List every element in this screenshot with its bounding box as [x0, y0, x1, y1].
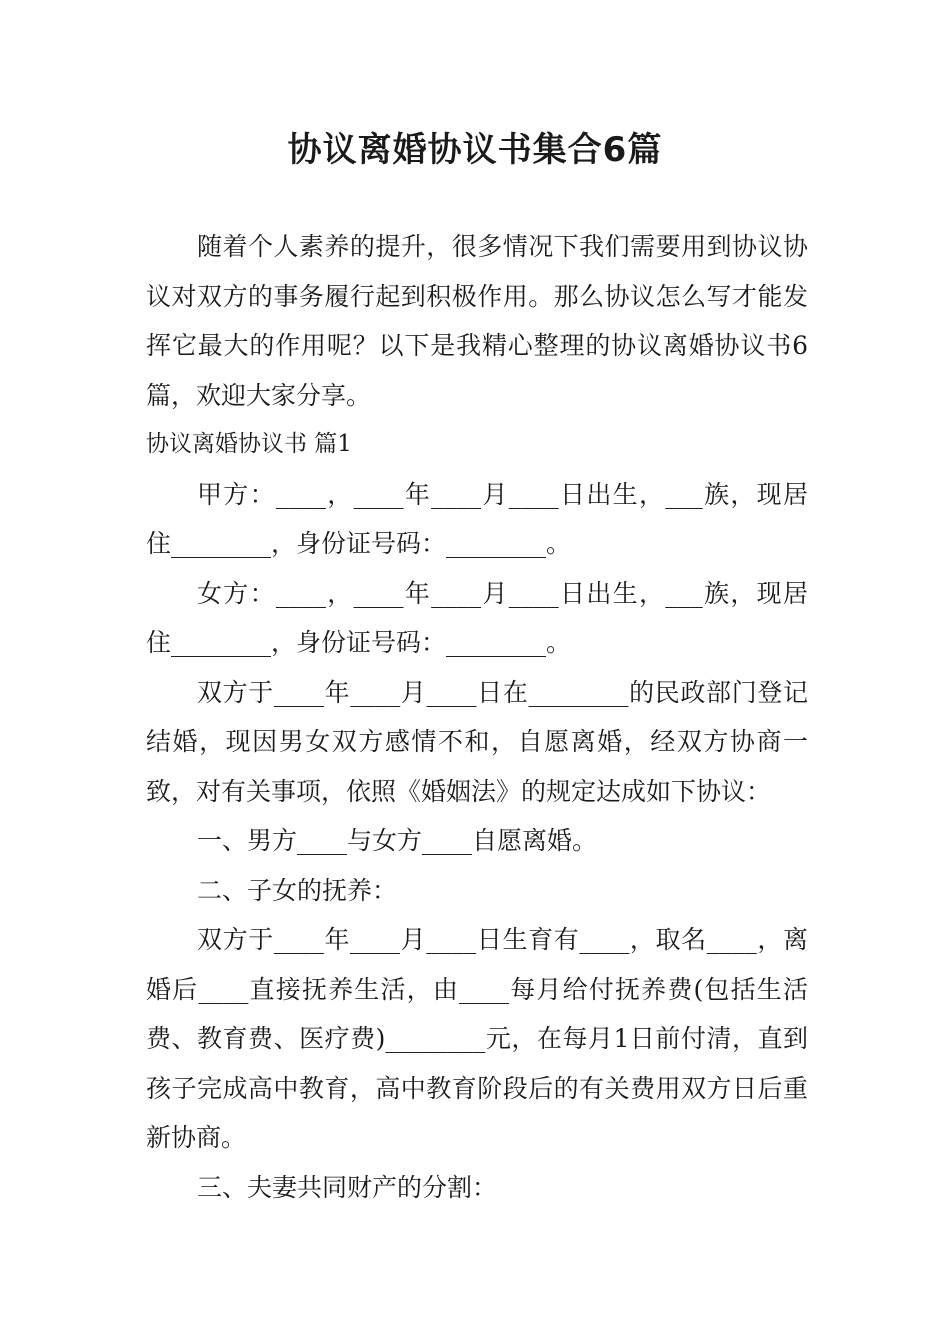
- party-a-paragraph: 甲方：____，____年____月____日出生，___族，现居住________，身份证号码：________。: [146, 479, 808, 558]
- child-support-paragraph: 双方于____年____月____日生育有____，取名____，离婚后____直接抚养生活，由____每月给付抚养费(包括生活费、教育费、医疗费)________元，在每月1日前付清，直到孩子完成高中教育，高中教育阶段后的有关费用双方日后重新协商。: [146, 925, 808, 1152]
- section-heading: 协议离婚协议书 篇1: [146, 431, 352, 457]
- clause-property-division: 三、夫妻共同财产的分割：: [197, 1172, 498, 1202]
- document-body: [146, 222, 808, 1212]
- marriage-registration-paragraph: 双方于____年____月____日在________的民政部门登记结婚，现因男女双方感情不和，自愿离婚，经双方协商一致，对有关事项，依照《婚姻法》的规定达成如下协议：: [146, 677, 808, 806]
- page-title: 协议离婚协议书集合6篇: [287, 130, 663, 170]
- intro-paragraph: 随着个人素养的提升，很多情况下我们需要用到协议协议对双方的事务履行起到积极作用。那么协议怎么写才能发挥它最大的作用呢？以下是我精心整理的协议离婚协议书6篇，欢迎大家分享。: [146, 232, 808, 410]
- clause-child-custody: 二、子女的抚养：: [197, 875, 398, 905]
- clause-divorce: 一、男方____与女方____自愿离婚。: [197, 826, 598, 855]
- party-b-paragraph: 女方：____，____年____月____日出生，___族，现居住________，身份证号码：________。: [146, 578, 808, 657]
